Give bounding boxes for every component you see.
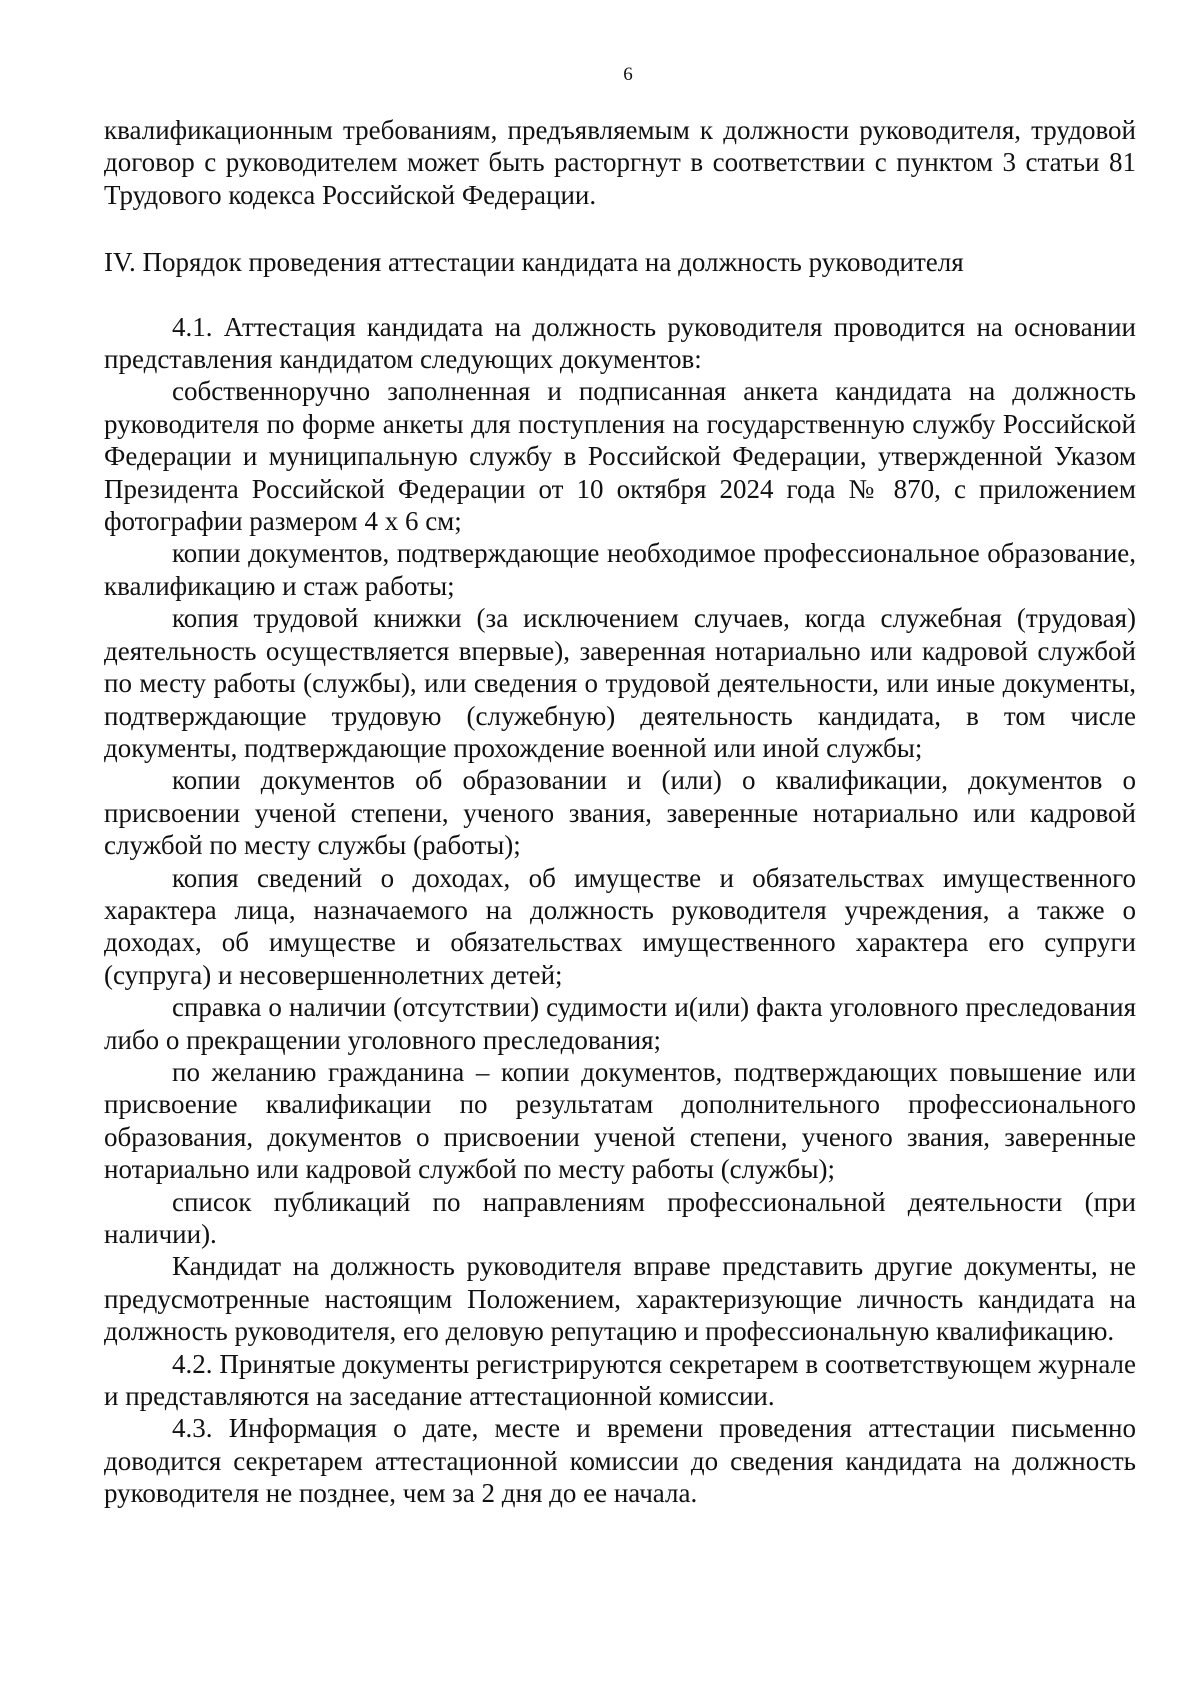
paragraph-education-copies: копии документов, подтверждающие необходимое профессиональное образование, квалификацию и стаж работы; — [104, 538, 1136, 601]
paragraph-4-2: 4.2. Принятые документы регистрируются секретарем в соответствующем журнале и представляются на заседание аттестационной комиссии. — [104, 1348, 1136, 1412]
document-page — [104, 64, 1136, 1510]
paragraph-questionnaire: собственноручно заполненная и подписанная анкета кандидата на должность руководителя по форме анкеты для поступления на государственную службу Российской Федерации и муниципальную службу в Российской Федерации, утвержденной Указом Президента Российской Федерации от 10 октября 2024 года № 870, с приложением фотографии размером 4 х 6 см; — [104, 376, 1136, 537]
paragraph-optional-docs: по желанию гражданина – копии документов, подтверждающих повышение или присвоение квалификации по результатам дополнительного профессионального образования, документов о присвоении ученой степени, ученого звания, заверенные нотариально или кадровой службой по месту работы (службы); — [104, 1056, 1136, 1185]
paragraph-publications: список публикаций по направлениям профессиональной деятельности (при наличии). — [104, 1186, 1136, 1249]
paragraph-qualification-docs: копии документов об образовании и (или) о квалификации, документов о присвоении ученой степени, ученого звания, заверенные нотариально или кадровой службой по месту службы (работы); — [104, 765, 1136, 861]
page-number: 6 — [623, 64, 633, 85]
paragraph-criminal-record: справка о наличии (отсутствии) судимости и(или) факта уголовного преследования либо о прекращении уголовного преследования; — [104, 992, 1136, 1055]
intro-paragraph: квалификационным требованиям, предъявляемым к должности руководителя, трудовой договор с руководителем может быть расторгнут в соответствии с пунктом 3 статьи 81 Трудового кодекса Российской Федерации. — [104, 115, 1136, 210]
paragraph-income-info: копия сведений о доходах, об имуществе и обязательствах имущественного характера лица, назначаемого на должность руководителя учреждения, а также о доходах, об имуществе и обязательствах имущественного характера его супруги (супруга) и несовершеннолетних детей; — [104, 862, 1136, 990]
paragraph-4-1: 4.1. Аттестация кандидата на должность руководителя проводится на основании представления кандидатом следующих документов: — [104, 311, 1136, 375]
section-heading: IV. Порядок проведения аттестации кандидата на должность руководителя — [104, 247, 964, 278]
paragraph-other-docs: Кандидат на должность руководителя вправе представить другие документы, не предусмотренные настоящим Положением, характеризующие личность кандидата на должность руководителя, его деловую репутацию и профессиональную квалификацию. — [104, 1251, 1136, 1347]
paragraph-4-3: 4.3. Информация о дате, месте и времени проведения аттестации письменно доводится секретарем аттестационной комиссии до сведения кандидата на должность руководителя не позднее, чем за 2 дня до ее начала. — [104, 1413, 1136, 1509]
paragraph-work-book: копия трудовой книжки (за исключением случаев, когда служебная (трудовая) деятельность осуществляется впервые), заверенная нотариально или кадровой службой по месту работы (службы), или сведения о трудовой деятельности, или иные документы, подтверждающие трудовую (служебную) деятельность кандидата, в том числе документы, подтверждающие прохождение военной или иной службы; — [104, 603, 1136, 763]
